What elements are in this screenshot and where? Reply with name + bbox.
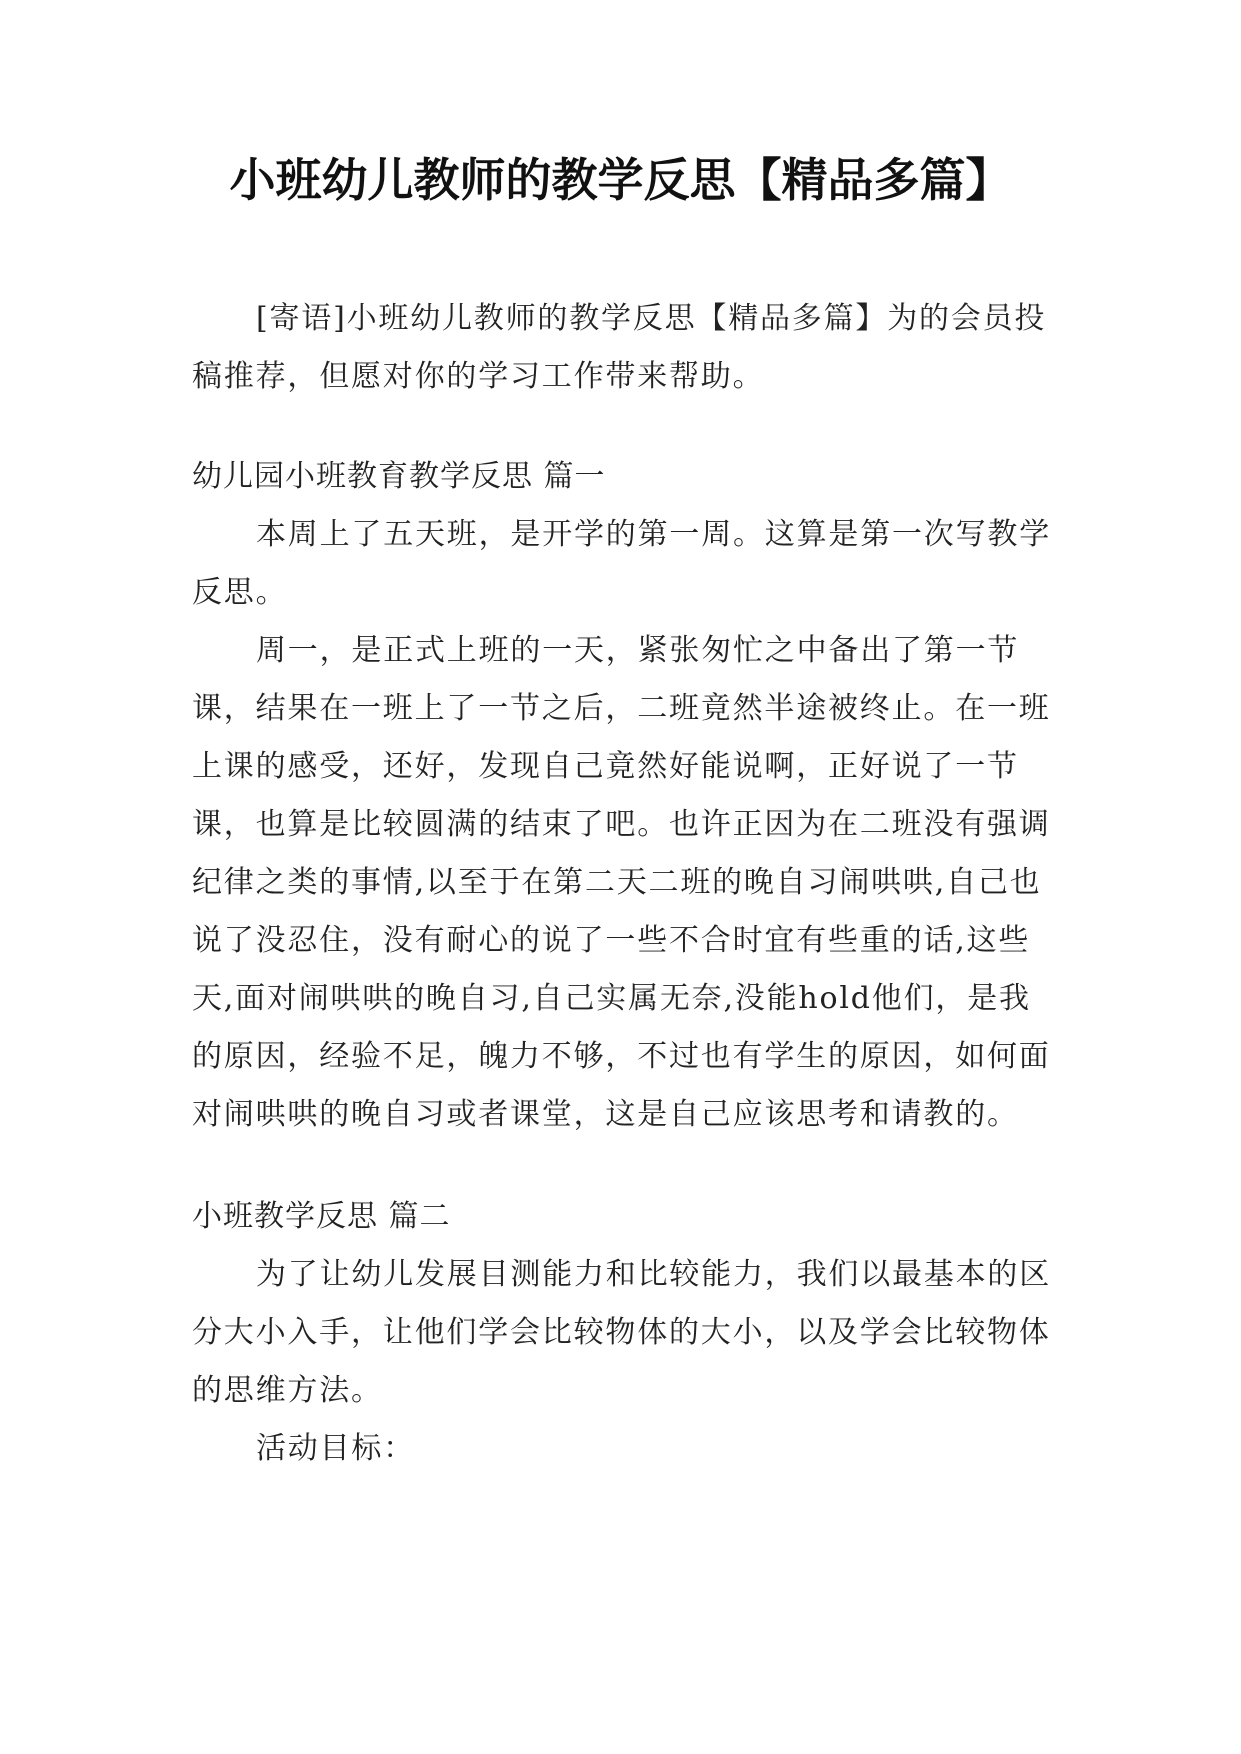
section-1-paragraph-1: 本周上了五天班，是开学的第一周。这算是第一次写教学反思。 bbox=[192, 517, 1051, 610]
section-heading-1: 幼儿园小班教育教学反思 篇一 bbox=[192, 459, 606, 494]
spacer bbox=[192, 406, 1052, 448]
section-heading-2: 小班教学反思 篇二 bbox=[192, 1199, 451, 1234]
intro-paragraph: [寄语]小班幼儿教师的教学反思【精品多篇】为的会员投稿推荐，但愿对你的学习工作带来帮助。 bbox=[192, 301, 1047, 394]
document-title: 小班幼儿教师的教学反思【精品多篇】 bbox=[229, 153, 1012, 207]
spacer bbox=[192, 1144, 1052, 1188]
document-body bbox=[192, 290, 1052, 1478]
section-2-paragraph-1: 为了让幼儿发展目测能力和比较能力，我们以最基本的区分大小入手，让他们学会比较物体的大小，以及学会比较物体的思维方法。 bbox=[192, 1257, 1051, 1408]
section-1-paragraph-2: 周一，是正式上班的一天，紧张匆忙之中备出了第一节课，结果在一班上了一节之后，二班竟然半途被终止。在一班上课的感受，还好，发现自己竟然好能说啊，正好说了一节课，也算是比较圆满的结束了吧。也许正因为在二班没有强调纪律之类的事情,以至于在第二天二班的晚自习闹哄哄,自己也说了没忍住，没有耐心的说了一些不合时宜有些重的话,这些天,面对闹哄哄的晚自习,自己实属无奈,没能hold他们，是我的原因，经验不足，魄力不够，不过也有学生的原因，如何面对闹哄哄的晚自习或者课堂，这是自己应该思考和请教的。 bbox=[192, 633, 1051, 1132]
section-2-paragraph-2: 活动目标： bbox=[256, 1431, 415, 1466]
